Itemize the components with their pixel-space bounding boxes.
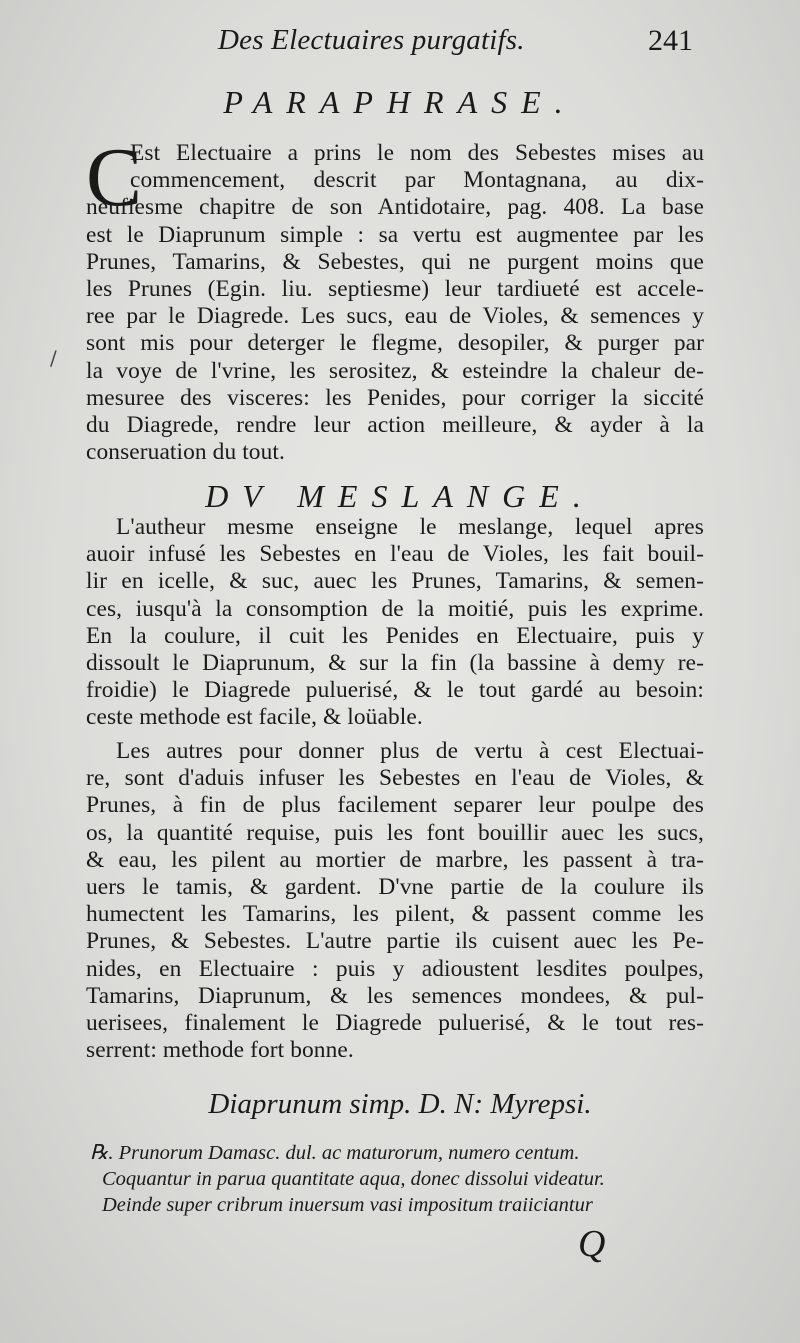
paraphrase-paragraph (86, 140, 704, 466)
recipe-line: ℞. Prunorum Damasc. dul. ac maturorum, numero centum. (90, 1142, 580, 1164)
text-line: mesuree des visceres: les Penides, pour corriger la siccité (86, 384, 704, 411)
text-line: les Prunes (Egin. liu. septiesme) leur tardiueté est accele- (86, 276, 704, 303)
recipe-text (90, 1140, 708, 1218)
text-line: En la coulure, il cuit les Penides en Electuaire, puis y (86, 622, 704, 649)
page-number: 241 (648, 24, 693, 57)
text-line: est le Diaprunum simple : sa vertu est augmentee par les (86, 221, 704, 248)
text-line: auoir infusé les Sebestes en l'eau de Violes, les fait bouil- (86, 541, 704, 568)
recipe-line: Coquantur in parua quantitate aqua, donec dissolui videatur. (102, 1168, 605, 1190)
text-line: serrent: methode fort bonne. (86, 1037, 354, 1064)
running-head (0, 22, 800, 62)
text-line: ces, iusqu'à la consomption de la moitié, puis les exprime. (86, 595, 704, 622)
recipe-line: Deinde super cribrum inuersum vasi impositum traiiciantur (102, 1194, 593, 1216)
section-heading-paraphrase: PARAPHRASE. (223, 84, 577, 120)
text-line: Prunes, à fin de plus facilement separer leur poulpe des (86, 792, 704, 819)
text-line: Tamarins, Diaprunum, & les semences mondees, & pul- (86, 982, 704, 1009)
text-line: du Diagrede, rendre leur action meilleure, & ayder à la (86, 412, 704, 439)
text-line: humectent les Tamarins, les pilent, & passent comme les (86, 901, 704, 928)
recipe-title: Diaprunum simp. D. N: Myrepsi. (208, 1088, 592, 1120)
text-line: ree par le Diagrede. Les sucs, eau de Violes, & semences y (86, 303, 704, 330)
text-line: & eau, les pilent au mortier de marbre, les passent à tra- (86, 846, 704, 873)
text-line: uers le tamis, & gardent. D'vne partie de la coulure ils (86, 874, 704, 901)
text-line: uerisees, finalement le Diagrede puluerisé, & le tout res- (86, 1010, 704, 1037)
text-line: os, la quantité requise, puis les font bouillir auec les sucs, (86, 819, 704, 846)
text-line: L'autheur mesme enseigne le meslange, lequel apres (116, 514, 704, 540)
text-line: dissoult le Diaprunum, & sur la fin (la bassine à demy re- (86, 650, 704, 677)
text-line: froidie) le Diagrede puluerisé, & le tout gardé au besoin: (86, 677, 704, 704)
text-line: Prunes, & Sebestes. L'autre partie ils cuisent auec les Pe- (86, 928, 704, 955)
text-line: la voye de l'vrine, les serositez, & esteindre la chaleur de- (86, 357, 704, 384)
text-line: re, sont d'aduis infuser les Sebestes en l'eau de Violes, & (86, 765, 704, 792)
meslange-paragraph-1 (86, 514, 704, 732)
running-title: Des Electuaires purgatifs. (218, 24, 525, 56)
text-line: commencement, descrit par Montagnana, au dix- (130, 167, 704, 194)
catchword: Q (578, 1223, 606, 1265)
text-line: sont mis pour deterger le flegme, desopiler, & purger par (86, 330, 704, 357)
drop-cap: C (86, 131, 143, 224)
section-heading-meslange: DV MESLANGE. (205, 478, 595, 514)
margin-mark: / (50, 346, 57, 370)
text-line: Est Electuaire a prins le nom des Sebestes mises au (130, 140, 704, 166)
text-line: nides, en Electuaire : puis y adioustent lesdites poulpes, (86, 955, 704, 982)
meslange-paragraph-2 (86, 738, 704, 1064)
text-line: lir en icelle, & suc, auec les Prunes, Tamarins, & semen- (86, 568, 704, 595)
text-line: Prunes, Tamarins, & Sebestes, qui ne purgent moins que (86, 248, 704, 275)
text-line: Les autres pour donner plus de vertu à cest Electuai- (116, 738, 704, 764)
text-line: neufiesme chapitre de son Antidotaire, pag. 408. La base (86, 194, 704, 221)
text-line: conseruation du tout. (86, 439, 285, 466)
text-line: ceste methode est facile, & loüable. (86, 704, 423, 731)
